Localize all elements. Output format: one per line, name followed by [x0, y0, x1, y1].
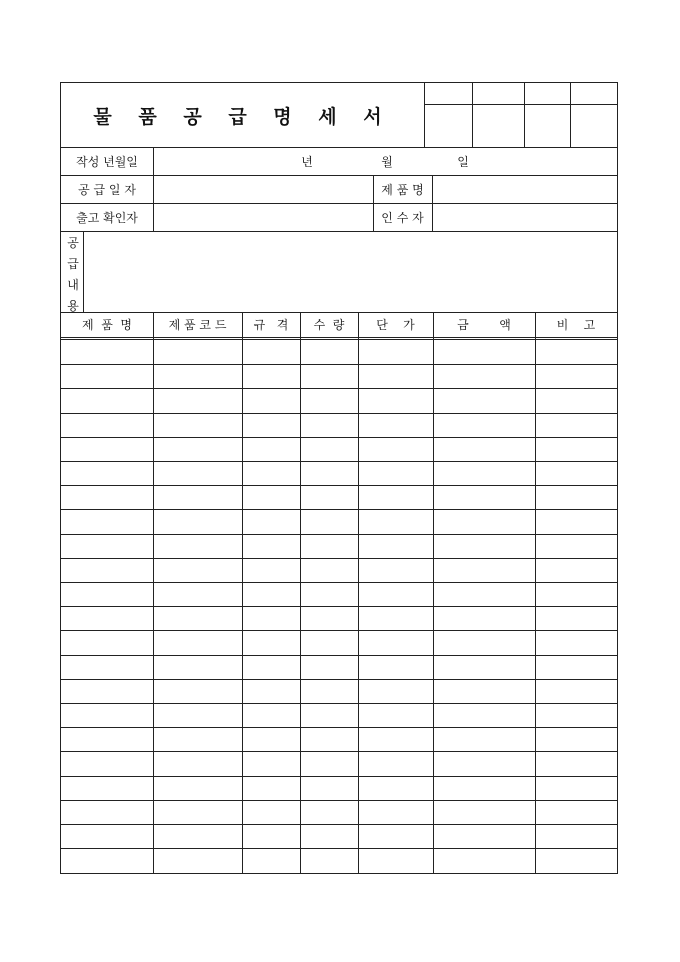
table-cell[interactable]: [243, 824, 300, 847]
table-cell[interactable]: [154, 461, 242, 484]
table-cell[interactable]: [62, 413, 153, 436]
table-row: [61, 848, 617, 872]
table-cell[interactable]: [536, 776, 617, 799]
table-cell[interactable]: [359, 582, 433, 605]
table-row: [61, 679, 617, 703]
table-cell[interactable]: [243, 679, 300, 702]
table-row: [61, 388, 617, 412]
table-cell[interactable]: [301, 340, 358, 363]
table-cell[interactable]: [62, 776, 153, 799]
table-cell[interactable]: [536, 848, 617, 871]
table-cell[interactable]: [62, 582, 153, 605]
supply-date-field[interactable]: [154, 176, 373, 203]
table-cell[interactable]: [301, 727, 358, 750]
table-cell[interactable]: [536, 703, 617, 726]
table-cell[interactable]: [434, 364, 535, 387]
table-row: [61, 461, 617, 485]
table-cell[interactable]: [359, 824, 433, 847]
table-row: [61, 824, 617, 848]
table-cell[interactable]: [154, 437, 242, 460]
table-cell[interactable]: [243, 582, 300, 605]
table-row: [61, 413, 617, 437]
table-cell[interactable]: [301, 413, 358, 436]
table-cell[interactable]: [434, 776, 535, 799]
table-cell[interactable]: [62, 485, 153, 508]
table-cell[interactable]: [434, 485, 535, 508]
table-cell[interactable]: [243, 776, 300, 799]
table-cell[interactable]: [301, 800, 358, 823]
column-header-product-code: 제 품 코 드: [168, 318, 227, 332]
table-cell[interactable]: [154, 800, 242, 823]
table-cell[interactable]: [434, 655, 535, 678]
table-cell[interactable]: [434, 800, 535, 823]
approval-box-label-4[interactable]: [571, 83, 617, 104]
table-row: [61, 727, 617, 751]
table-row: [61, 558, 617, 582]
table-cell[interactable]: [536, 485, 617, 508]
approval-box-sign-1[interactable]: [425, 105, 471, 147]
table-cell[interactable]: [301, 655, 358, 678]
table-cell[interactable]: [301, 509, 358, 532]
table-cell[interactable]: [359, 679, 433, 702]
table-cell[interactable]: [301, 582, 358, 605]
table-cell[interactable]: [359, 558, 433, 581]
table-cell[interactable]: [359, 388, 433, 411]
table-cell[interactable]: [62, 703, 153, 726]
table-cell[interactable]: [536, 800, 617, 823]
table-row: [61, 582, 617, 606]
receiver-field[interactable]: [433, 204, 617, 231]
table-cell[interactable]: [359, 340, 433, 363]
table-cell[interactable]: [434, 388, 535, 411]
table-cell[interactable]: [359, 751, 433, 774]
table-cell[interactable]: [359, 606, 433, 629]
table-cell[interactable]: [434, 703, 535, 726]
table-cell[interactable]: [62, 800, 153, 823]
supply-content-field[interactable]: [84, 232, 617, 312]
table-cell[interactable]: [434, 606, 535, 629]
table-cell[interactable]: [359, 727, 433, 750]
table-cell[interactable]: [536, 606, 617, 629]
approval-box-sign-4[interactable]: [571, 105, 617, 147]
table-cell[interactable]: [434, 582, 535, 605]
table-cell[interactable]: [243, 437, 300, 460]
table-cell[interactable]: [243, 848, 300, 871]
table-cell[interactable]: [301, 776, 358, 799]
table-cell[interactable]: [359, 461, 433, 484]
table-cell[interactable]: [243, 461, 300, 484]
table-cell[interactable]: [154, 509, 242, 532]
table-cell[interactable]: [434, 848, 535, 871]
table-cell[interactable]: [154, 388, 242, 411]
table-row: [61, 751, 617, 775]
column-header-unit-price: 단 가: [376, 318, 415, 332]
receiver-label: 인 수 자: [381, 210, 424, 225]
table-cell[interactable]: [301, 630, 358, 653]
approval-box-label-3[interactable]: [525, 83, 569, 104]
table-cell[interactable]: [154, 727, 242, 750]
table-row: [61, 534, 617, 558]
table-cell[interactable]: [536, 751, 617, 774]
table-row: [61, 485, 617, 509]
column-header-spec: 규 격: [253, 318, 289, 332]
table-cell[interactable]: [536, 558, 617, 581]
table-cell[interactable]: [359, 534, 433, 557]
table-cell[interactable]: [154, 630, 242, 653]
table-cell[interactable]: [434, 461, 535, 484]
table-row: [61, 340, 617, 364]
table-cell[interactable]: [243, 630, 300, 653]
table-cell[interactable]: [536, 364, 617, 387]
table-cell[interactable]: [62, 534, 153, 557]
items-table: [61, 312, 617, 873]
table-row: [61, 606, 617, 630]
approval-box-sign-3[interactable]: [525, 105, 569, 147]
table-cell[interactable]: [154, 534, 242, 557]
table-cell[interactable]: [62, 509, 153, 532]
table-cell[interactable]: [359, 776, 433, 799]
table-cell[interactable]: [62, 679, 153, 702]
table-cell[interactable]: [154, 340, 242, 363]
table-cell[interactable]: [62, 848, 153, 871]
table-cell[interactable]: [301, 606, 358, 629]
column-header-quantity: 수 량: [313, 318, 345, 332]
table-cell[interactable]: [536, 413, 617, 436]
day-label: 일: [457, 154, 469, 169]
approval-box-label-1[interactable]: [425, 83, 471, 104]
supply-content-label: [63, 233, 83, 317]
table-cell[interactable]: [536, 509, 617, 532]
table-cell[interactable]: [154, 679, 242, 702]
form-title: 물 품 공 급 명 세 서: [93, 105, 392, 128]
table-cell[interactable]: [359, 630, 433, 653]
table-cell[interactable]: [301, 485, 358, 508]
table-cell[interactable]: [434, 534, 535, 557]
table-cell[interactable]: [62, 364, 153, 387]
supply-statement-form: [60, 82, 618, 874]
supply-content-label-char: 급: [67, 257, 79, 271]
table-cell[interactable]: [62, 655, 153, 678]
table-cell[interactable]: [536, 630, 617, 653]
table-cell[interactable]: [434, 509, 535, 532]
table-cell[interactable]: [301, 461, 358, 484]
table-cell[interactable]: [536, 388, 617, 411]
table-cell[interactable]: [154, 413, 242, 436]
table-cell[interactable]: [154, 751, 242, 774]
table-row: [61, 655, 617, 679]
table-row: [61, 630, 617, 654]
table-cell[interactable]: [536, 340, 617, 363]
table-cell[interactable]: [62, 824, 153, 847]
table-cell[interactable]: [62, 461, 153, 484]
table-cell[interactable]: [434, 437, 535, 460]
table-cell[interactable]: [62, 340, 153, 363]
table-cell[interactable]: [359, 485, 433, 508]
table-cell[interactable]: [359, 848, 433, 871]
table-cell[interactable]: [154, 558, 242, 581]
supply-content-label-char: 용: [67, 299, 79, 313]
table-row: [61, 776, 617, 800]
table-row: [61, 509, 617, 533]
approval-box-label-2[interactable]: [473, 83, 523, 104]
table-cell[interactable]: [359, 655, 433, 678]
table-cell[interactable]: [301, 534, 358, 557]
table-cell[interactable]: [243, 509, 300, 532]
table-cell[interactable]: [62, 751, 153, 774]
table-cell[interactable]: [243, 388, 300, 411]
column-header-product-name: 제 품 명: [81, 318, 133, 332]
table-cell[interactable]: [301, 364, 358, 387]
table-cell[interactable]: [154, 582, 242, 605]
supply-date-label: 공 급 일 자: [78, 182, 136, 197]
table-cell[interactable]: [434, 340, 535, 363]
table-cell[interactable]: [301, 848, 358, 871]
table-cell[interactable]: [62, 630, 153, 653]
table-cell[interactable]: [154, 485, 242, 508]
product-name-field[interactable]: [433, 176, 617, 203]
table-cell[interactable]: [434, 413, 535, 436]
shipment-confirmer-field[interactable]: [154, 204, 373, 231]
table-cell[interactable]: [434, 824, 535, 847]
approval-box-sign-2[interactable]: [473, 105, 523, 147]
table-cell[interactable]: [301, 437, 358, 460]
table-cell[interactable]: [154, 824, 242, 847]
table-cell[interactable]: [62, 606, 153, 629]
table-cell[interactable]: [301, 824, 358, 847]
table-cell[interactable]: [536, 824, 617, 847]
supply-content-label-char: 공: [67, 236, 79, 250]
table-cell[interactable]: [434, 727, 535, 750]
table-row: [61, 703, 617, 727]
table-cell[interactable]: [359, 509, 433, 532]
table-cell[interactable]: [301, 388, 358, 411]
table-cell[interactable]: [62, 388, 153, 411]
table-cell[interactable]: [243, 751, 300, 774]
table-cell[interactable]: [536, 655, 617, 678]
table-cell[interactable]: [243, 534, 300, 557]
table-cell[interactable]: [359, 413, 433, 436]
table-cell[interactable]: [301, 679, 358, 702]
table-cell[interactable]: [243, 485, 300, 508]
year-label: 년: [301, 154, 313, 169]
date-label: 작성 년월일: [76, 154, 138, 169]
table-cell[interactable]: [359, 703, 433, 726]
table-row: [61, 800, 617, 824]
table-cell[interactable]: [434, 751, 535, 774]
table-cell[interactable]: [243, 727, 300, 750]
table-cell[interactable]: [243, 655, 300, 678]
table-cell[interactable]: [154, 703, 242, 726]
table-cell[interactable]: [62, 558, 153, 581]
table-cell[interactable]: [154, 655, 242, 678]
table-cell[interactable]: [359, 364, 433, 387]
table-cell[interactable]: [536, 534, 617, 557]
table-cell[interactable]: [154, 364, 242, 387]
table-cell[interactable]: [154, 848, 242, 871]
table-cell[interactable]: [243, 606, 300, 629]
table-cell[interactable]: [301, 751, 358, 774]
table-cell[interactable]: [434, 679, 535, 702]
table-cell[interactable]: [536, 437, 617, 460]
table-cell[interactable]: [434, 630, 535, 653]
table-cell[interactable]: [243, 340, 300, 363]
table-cell[interactable]: [243, 413, 300, 436]
table-cell[interactable]: [243, 800, 300, 823]
table-cell[interactable]: [243, 558, 300, 581]
column-header-amount: 금 액: [457, 318, 511, 332]
table-cell[interactable]: [154, 606, 242, 629]
column-header-remarks: 비 고: [556, 318, 596, 332]
table-cell[interactable]: [434, 558, 535, 581]
table-cell[interactable]: [243, 703, 300, 726]
table-cell[interactable]: [359, 437, 433, 460]
table-cell[interactable]: [536, 679, 617, 702]
supply-content-label-char: 내: [67, 278, 79, 292]
table-cell[interactable]: [301, 703, 358, 726]
table-cell[interactable]: [536, 727, 617, 750]
table-cell[interactable]: [359, 800, 433, 823]
product-name-label: 제 품 명: [381, 182, 424, 197]
table-cell[interactable]: [62, 437, 153, 460]
table-cell[interactable]: [243, 364, 300, 387]
table-cell[interactable]: [301, 558, 358, 581]
table-cell[interactable]: [536, 582, 617, 605]
shipment-label: 출고 확인자: [76, 210, 138, 225]
table-cell[interactable]: [536, 461, 617, 484]
month-label: 월: [381, 154, 393, 169]
table-row: [61, 364, 617, 388]
table-cell[interactable]: [154, 776, 242, 799]
table-cell[interactable]: [62, 727, 153, 750]
table-row: [61, 437, 617, 461]
